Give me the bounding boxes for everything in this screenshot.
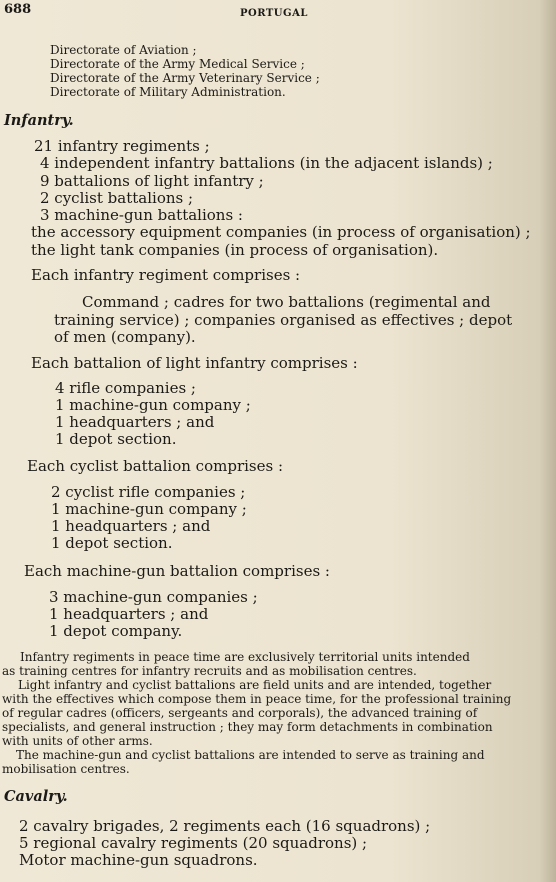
running-title: PORTUGAL bbox=[240, 8, 308, 19]
note-line: as training centres for infantry recruits and as mobilisation centres. bbox=[2, 664, 417, 678]
directorate-line: Directorate of Military Administration. bbox=[50, 85, 286, 99]
note-line: specialists, and general instruction ; they may form detachments in combination bbox=[2, 720, 493, 734]
unit-line: 5 regional cavalry regiments (20 squadrons) ; bbox=[19, 834, 368, 852]
unit-line: 4 independent infantry battalions (in the adjacent islands) ; bbox=[40, 154, 493, 172]
unit-line: 3 machine-gun battalions : bbox=[40, 206, 243, 224]
unit-line: 2 cavalry brigades, 2 regiments each (16 squadrons) ; bbox=[19, 817, 431, 835]
list-item: 1 headquarters ; and bbox=[51, 517, 211, 535]
unit-line: 9 battalions of light infantry ; bbox=[40, 172, 264, 190]
list-item: 1 headquarters ; and bbox=[49, 605, 209, 623]
list-item: 1 depot section. bbox=[55, 430, 177, 448]
note-line: mobilisation centres. bbox=[2, 762, 130, 776]
light-battalion-intro: Each battalion of light infantry comprises : bbox=[31, 354, 358, 372]
unit-line: 21 infantry regiments ; bbox=[34, 137, 210, 155]
unit-line: 2 cyclist battalions ; bbox=[40, 189, 194, 207]
list-item: 4 rifle companies ; bbox=[55, 379, 196, 397]
unit-line: the light tank companies (in process of organisation). bbox=[31, 241, 439, 259]
list-item: 1 machine-gun company ; bbox=[51, 500, 247, 518]
unit-line: the accessory equipment companies (in process of organisation) ; bbox=[31, 223, 531, 241]
regiment-text-line: Command ; cadres for two battalions (regimental and bbox=[82, 293, 491, 311]
regiment-text-line: training service) ; companies organised as effectives ; depot bbox=[54, 311, 513, 329]
note-line: of regular cadres (officers, sergeants and corporals), the advanced training of bbox=[2, 706, 478, 720]
regiment-intro: Each infantry regiment comprises : bbox=[31, 266, 301, 284]
section-heading-cavalry: Cavalry. bbox=[4, 788, 68, 805]
list-item: 1 depot company. bbox=[49, 622, 183, 640]
list-item: 1 depot section. bbox=[51, 534, 173, 552]
unit-line: Motor machine-gun squadrons. bbox=[19, 851, 258, 869]
section-heading-infantry: Infantry. bbox=[4, 112, 74, 129]
note-line: with units of other arms. bbox=[2, 734, 153, 748]
directorate-line: Directorate of Aviation ; bbox=[50, 43, 197, 57]
page-number: 688 bbox=[4, 2, 32, 17]
list-item: 2 cyclist rifle companies ; bbox=[51, 483, 246, 501]
mg-battalion-intro: Each machine-gun battalion comprises : bbox=[24, 562, 330, 580]
note-line: The machine-gun and cyclist battalions are intended to serve as training and bbox=[16, 748, 485, 762]
note-line: Light infantry and cyclist battalions are field units and are intended, together bbox=[18, 678, 492, 692]
list-item: 3 machine-gun companies ; bbox=[49, 588, 258, 606]
note-line: Infantry regiments in peace time are exclusively territorial units intended bbox=[20, 650, 470, 664]
directorate-line: Directorate of the Army Veterinary Service ; bbox=[50, 71, 320, 85]
note-line: with the effectives which compose them in peace time, for the professional training bbox=[2, 692, 512, 706]
list-item: 1 machine-gun company ; bbox=[55, 396, 251, 414]
regiment-text-line: of men (company). bbox=[54, 328, 196, 346]
cyclist-battalion-intro: Each cyclist battalion comprises : bbox=[27, 457, 284, 475]
directorate-line: Directorate of the Army Medical Service ; bbox=[50, 57, 305, 71]
list-item: 1 headquarters ; and bbox=[55, 413, 215, 431]
